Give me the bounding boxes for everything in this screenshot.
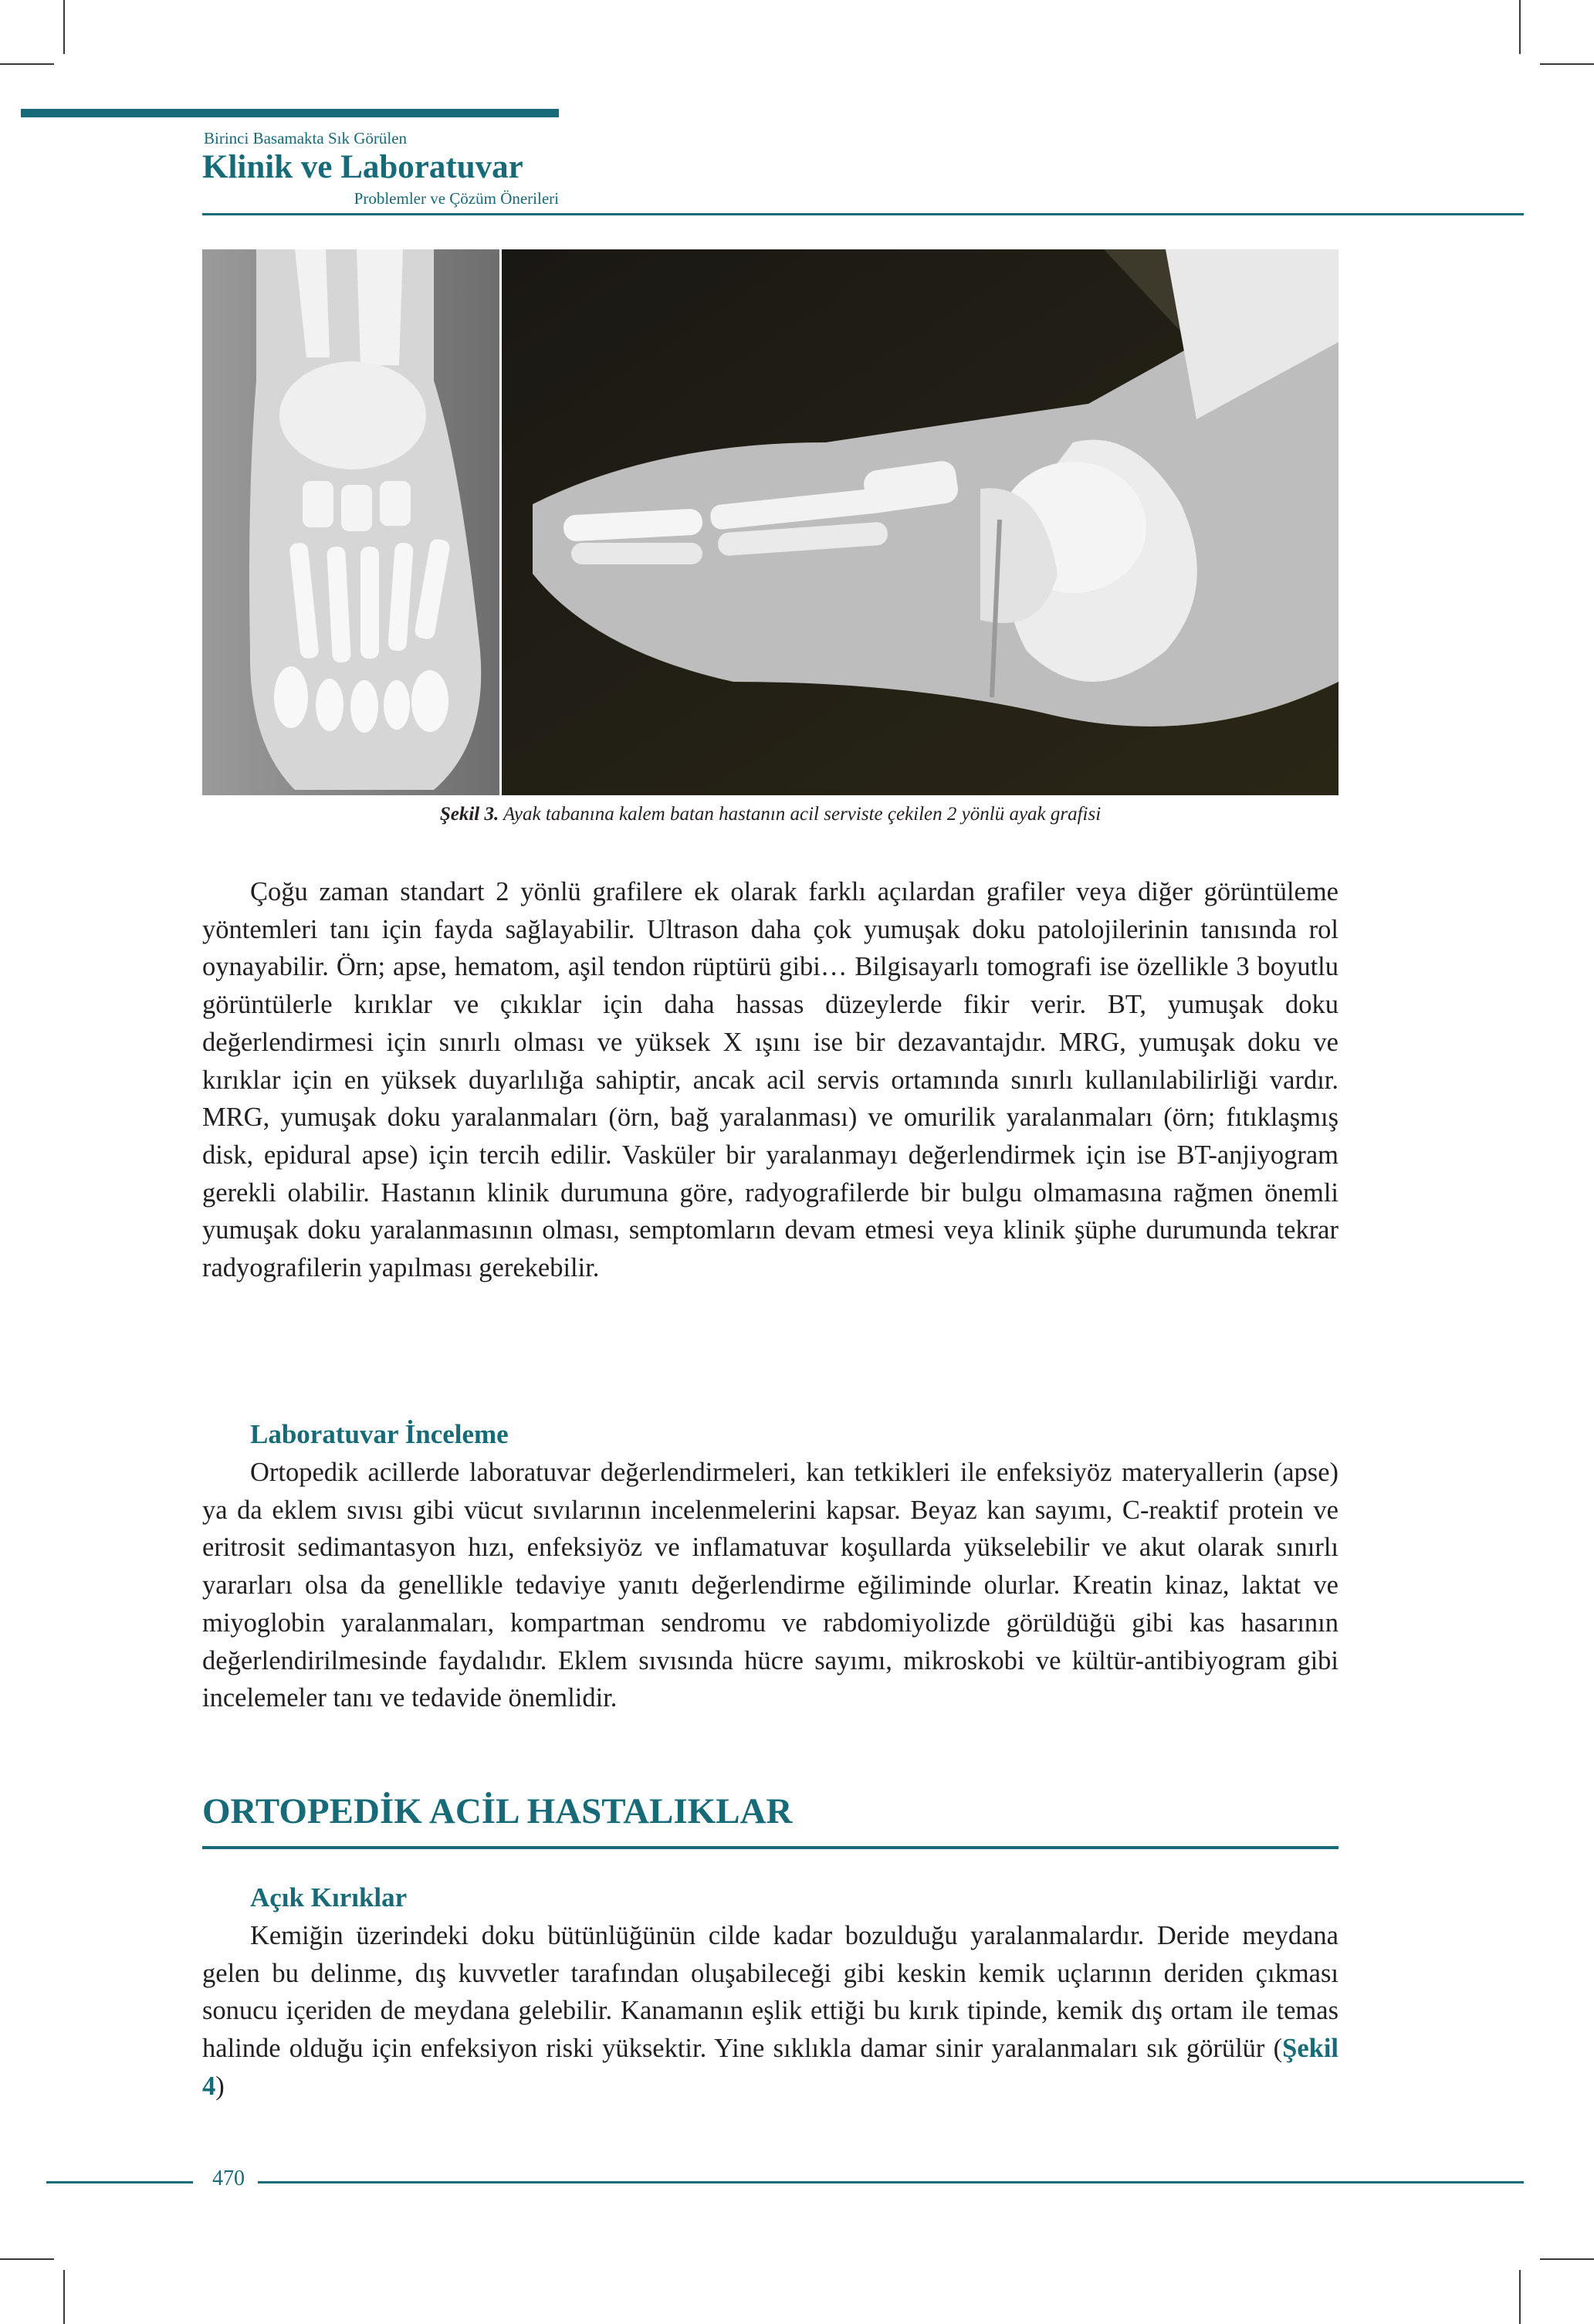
paragraph-open-fractures-end: ) <box>215 2071 225 2101</box>
crop-mark <box>63 0 65 54</box>
figure-caption <box>202 804 1338 825</box>
paragraph-open-fractures-text: Kemiğin üzerindeki doku bütünlüğünün cilde kadar bozulduğu yaralanmalardır. Deride meydana gelen bu delinme, dış kuvvetler tarafından oluşabileceği gibi keskin kemik uçlarının deriden çıkması sonucu içeriden de meydana gelebilir. Kanamanın eşlik ettiği bu kırık tipinde, kemik dış ortam ile temas halinde olduğu için enfeksiyon riski yüksektir. Yine sıklıkla damar sinir yaralanmaları sık görülür ( <box>202 1921 1338 2064</box>
header-accent-bar <box>21 109 559 117</box>
crop-mark <box>1519 2270 1521 2324</box>
crop-mark <box>1519 0 1521 54</box>
header-rule <box>202 213 1524 215</box>
foot-xray-ap-image <box>202 249 499 795</box>
paragraph-open-fractures <box>202 1917 1338 2105</box>
crop-mark <box>1540 63 1594 65</box>
paragraph-laboratory: Ortopedik acillerde laboratuvar değerlendirmeleri, kan tetkikleri ile enfeksiyöz materyallerin (apse) ya da eklem sıvısı gibi vücut sıvılarının incelenmelerini kapsar. Beyaz kan sayımı, C-reaktif protein ve eritrosit sedimantasyon hızı, enfeksiyöz ve inflamatuvar koşullarda yükselebilir ve akut olarak sınırlı yararları olsa da genellikle tedaviye yanıtı değerlendirme eğiliminde olurlar. Kreatin kinaz, laktat ve miyoglobin yaralanmaları, kompartman sendromu ve rabdomiyolizde görüldüğü gibi kas hasarının değerlendirilmesinde faydalıdır. Eklem sıvısında hücre sayımı, mikroskobi ve kültür-antibiyogram gibi incelemeler tanı ve tedavide önemlidir. <box>202 1458 1338 1713</box>
crop-mark <box>63 2270 65 2324</box>
section-rule <box>202 1846 1338 1849</box>
header-subtitle: Problemler ve Çözüm Önerileri <box>354 189 559 208</box>
header-kicker: Birinci Basamakta Sık Görülen <box>204 129 408 147</box>
figure-4-link[interactable]: Şekil 4 <box>202 2034 1338 2101</box>
footer-rule-left <box>46 2181 193 2183</box>
crop-mark <box>1540 2258 1594 2260</box>
footer-rule-right <box>258 2181 1524 2183</box>
paragraph-imaging: Çoğu zaman standart 2 yönlü grafilere ek olarak farklı açılardan grafiler veya diğer görüntüleme yöntemleri tanı için fayda sağlayabilir. Ultrason daha çok yumuşak doku patolojilerinin tanısında rol oynayabilir. Örn; apse, hematom, aşil tendon rüptürü gibi… Bilgisayarlı tomografi ise özellikle 3 boyutlu görüntülerle kırıklar ve çıkıklar için daha hassas düzeylerde fikir verir. BT, yumuşak doku değerlendirmesi için sınırlı olması ve yüksek X ışını ise bir dezavantajdır. MRG, yumuşak doku ve kırıklar için en yüksek duyarlılığa sahiptir, ancak acil servis ortamında sınırlı kullanılabilirliği vardır. MRG, yumuşak doku yaralanmaları (örn, bağ yaralanması) ve omurilik yaralanmaları (örn; fıtıklaşmış disk, epidural apse) için tercih edilir. Vasküler bir yaralanmayı değerlendirmek için ise BT-anjiyogram gerekli olabilir. Hastanın klinik durumuna göre, radyografilerde bir bulgu olmamasına rağmen önemli yumuşak doku yaralanmasının olması, semptomların devam etmesi veya klinik şüphe durumunda tekrar radyografilerin yapılması gerekebilir. <box>202 877 1338 1283</box>
heading-open-fractures: Açık Kırıklar <box>250 1882 408 1912</box>
figure-label: Şekil 3. <box>439 804 499 825</box>
foot-xray-lateral-image <box>502 249 1338 795</box>
heading-laboratory: Laboratuvar İnceleme <box>250 1419 509 1449</box>
crop-mark <box>0 63 54 65</box>
section-heading: ORTOPEDİK ACİL HASTALIKLAR <box>202 1791 793 1831</box>
figure-caption-text: Ayak tabanına kalem batan hastanın acil serviste çekilen 2 yönlü ayak grafisi <box>503 804 1102 825</box>
crop-mark <box>0 2258 54 2260</box>
header-title: Klinik ve Laboratuvar <box>202 149 523 185</box>
page-number: 470 <box>212 2166 245 2190</box>
